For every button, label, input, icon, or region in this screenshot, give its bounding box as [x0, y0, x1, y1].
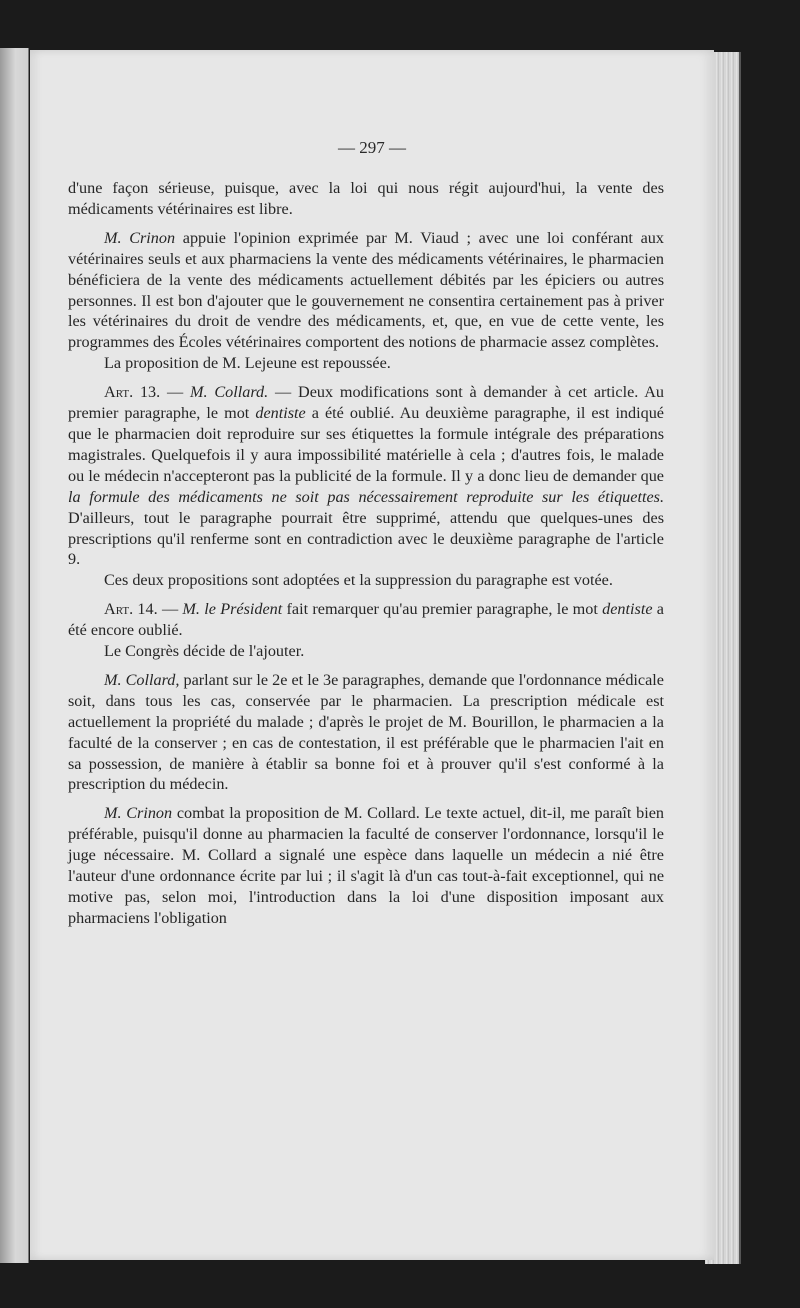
emphasized-word: dentiste [255, 404, 306, 423]
paragraph-9 [68, 803, 664, 928]
paragraph-4 [68, 382, 664, 570]
paragraph-5 [68, 570, 664, 591]
page-number: — 297 — [338, 138, 406, 157]
paragraph-1-text: d'une façon sérieuse, puisque, avec la loi qui nous régit aujourd'hui, la vente des médicaments vétérinaires est libre. [68, 179, 664, 218]
dash-separator: — [157, 600, 183, 619]
paragraph-8-text: parlant sur le 2e et le 3e paragraphes, demande que l'ordonnance médicale soit, dans tous les cas, conservée par le pharmacien. La prescription médicale est actuellement la propriété du malade ; d'après le projet de M. Bourillon, le pharmacien a la faculté de la conserver ; en cas de contestation, il est préférable que le pharmacien l'ait en sa possession, de manière à établir sa bonne foi et à prouver qu'il s'est conformé à la prescription du médecin. [68, 670, 664, 794]
paragraph-3-text: La proposition de M. Lejeune est repoussée. [104, 354, 391, 373]
paragraph-5-text: Ces deux propositions sont adoptées et la suppression du paragraphe est votée. [104, 571, 613, 590]
dash-separator: — [160, 383, 191, 402]
book-page [30, 50, 714, 1260]
speaker-name: M. Crinon [104, 804, 173, 823]
paragraph-6-text-b: a été encore oublié. [68, 600, 664, 640]
paragraph-4-text-c: D'ailleurs, tout le paragraphe pourrait être supprimé, attendu que quelques-unes des prescriptions qu'il renferme sont en contradiction avec le deuxième paragraphe de l'article 9. [68, 508, 664, 569]
paragraph-7 [68, 641, 664, 662]
paragraph-4-text-a: — Deux modifications sont à demander à cet article. Au premier paragraphe, le mot [68, 383, 665, 423]
speaker-name: M. Collard. [190, 383, 269, 402]
paragraph-4-text-b: a été oublié. Au deuxième paragraphe, il est indiqué que le pharmacien doit reproduire sur ses étiquettes la formule intégrale des préparations magistrales. Quelquefois il y aura impossibilité matérielle à cela ; d'autres fois, le malade ou le médecin n'accepteront pas la publicité de la formule. Il y a donc lieu de demander que [68, 404, 664, 485]
paragraph-2 [68, 228, 664, 353]
speaker-name: M. le Président [182, 600, 283, 619]
paragraph-1 [68, 178, 664, 220]
quoted-proposal: la formule des médicaments ne soit pas nécessairement reproduite sur les étiquettes. [68, 487, 664, 506]
paragraph-6 [68, 599, 664, 641]
paragraph-9-text: combat la proposition de M. Collard. Le texte actuel, dit-il, me paraît bien préférable, puisqu'il donne au pharmacien la faculté de conserver l'ordonnance, lorsqu'il le juge nécessaire. M. Collard a signalé une espèce dans laquelle un médecin a nié être l'auteur d'une ordonnance écrite par lui ; il s'agit là d'un cas tout-à-fait exceptionnel, qui ne motive pas, selon moi, l'introduction dans la loi d'une disposition imposant aux pharmaciens l'obligation [68, 804, 664, 927]
article-label: Art. 14. [104, 600, 158, 619]
page-body [68, 178, 664, 929]
previous-page-edge [0, 48, 29, 1263]
paragraph-8 [68, 670, 664, 795]
paragraph-7-text: Le Congrès décide de l'ajouter. [104, 642, 305, 661]
speaker-name: M. Collard, [104, 670, 180, 689]
paragraph-6-text-a: fait remarquer qu'au premier paragraphe, le mot [282, 600, 603, 619]
article-label: Art. 13. [104, 383, 161, 402]
paragraph-3 [68, 353, 664, 374]
speaker-name: M. Crinon [104, 228, 176, 247]
emphasized-word: dentiste [602, 600, 653, 619]
paragraph-2-text: appuie l'opinion exprimée par M. Viaud ; avec une loi conférant aux vétérinaires seuls et aux pharmaciens la vente des médicaments vétérinaires, le pharmacien bénéficiera de la vente des médicaments actuellement débités par les épiciers ou autres personnes. Il est bon d'ajouter que le gouvernement ne consentira certainement pas à priver les vétérinaires du droit de vendre des médicaments, et, que, en vue de cette vente, les programmes des Écoles vétérinaires comportent des notions de pharmacie assez complètes. [68, 228, 664, 352]
